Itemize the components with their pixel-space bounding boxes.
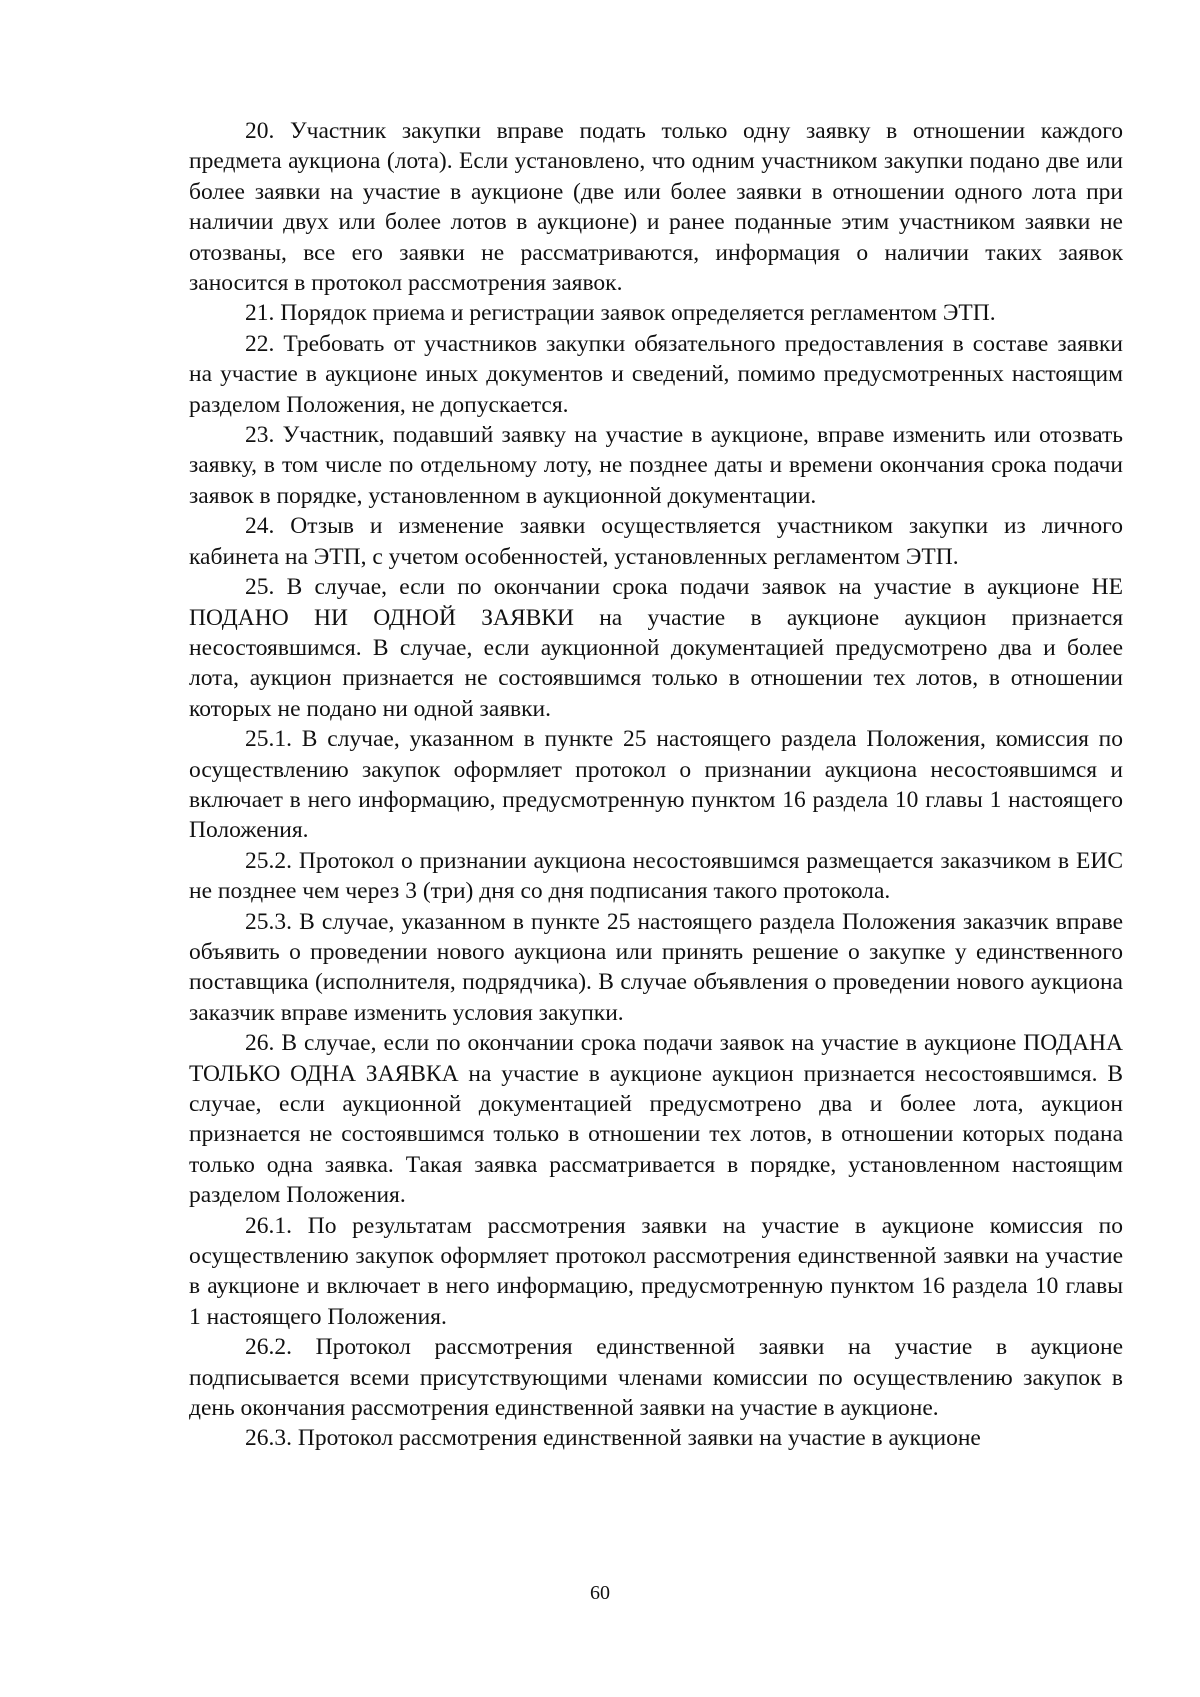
paragraph-25: 25. В случае, если по окончании срока подачи заявок на участие в аукционе НЕ ПОДАНО НИ ОДНОЙ ЗАЯВКИ на участие в аукционе аукцион признается несостоявшимся. В случае, если аукционной документацией предусмотрено два и более лота, аукцион признается не состоявшимся только в отношении тех лотов, в отношении которых не подано ни одной заявки. (189, 574, 1123, 722)
paragraph-26-2: 26.2. Протокол рассмотрения единственной заявки на участие в аукционе подписывается всеми присутствующими членами комиссии по осуществлению закупок в день окончания рассмотрения единственной заявки на участие в аукционе. (189, 1334, 1123, 1422)
paragraph-24: 24. Отзыв и изменение заявки осуществляется участником закупки из личного кабинета на ЭТП, с учетом особенностей, установленных регламентом ЭТП. (189, 513, 1123, 570)
paragraph-21: 21. Порядок приема и регистрации заявок определяется регламентом ЭТП. (245, 300, 996, 327)
paragraph-26-1: 26.1. По результатам рассмотрения заявки на участие в аукционе комиссия по осуществлению закупок оформляет протокол рассмотрения единственной заявки на участие в аукционе и включает в него информацию, предусмотренную пунктом 16 раздела 10 главы 1 настоящего Положения. (189, 1212, 1123, 1330)
paragraph-23: 23. Участник, подавший заявку на участие в аукционе, вправе изменить или отозвать заявку, в том числе по отдельному лоту, не позднее даты и времени окончания срока подачи заявок в порядке, установленном в аукционной документации. (189, 422, 1123, 509)
paragraph-25-3: 25.3. В случае, указанном в пункте 25 настоящего раздела Положения заказчик вправе объявить о проведении нового аукциона или принять решение о закупке у единственного поставщика (исполнителя, подрядчика). В случае объявления о проведении нового аукциона заказчик вправе изменить условия закупки. (189, 908, 1123, 1026)
paragraph-20: 20. Участник закупки вправе подать только одну заявку в отношении каждого предмета аукциона (лота). Если установлено, что одним участником закупки подано две или более заявки на участие в аукционе (две или более заявки в отношении одного лота при наличии двух или более лотов в аукционе) и ранее поданные этим участником заявки не отозваны, все его заявки не рассматриваются, информация о наличии таких заявок заносится в протокол рассмотрения заявок. (189, 118, 1123, 297)
paragraph-26: 26. В случае, если по окончании срока подачи заявок на участие в аукционе ПОДАНА ТОЛЬКО ОДНА ЗАЯВКА на участие в аукционе аукцион признается несостоявшимся. В случае, если аукционной документацией предусмотрено два и более лота, аукцион признается не состоявшимся только в отношении тех лотов, в отношении которых подана только одна заявка. Такая заявка рассматривается в порядке, установленном настоящим разделом Положения. (189, 1030, 1123, 1209)
paragraph-22: 22. Требовать от участников закупки обязательного предоставления в составе заявки на участие в аукционе иных документов и сведений, помимо предусмотренных настоящим разделом Положения, не допускается. (189, 330, 1123, 418)
paragraph-26-3: 26.3. Протокол рассмотрения единственной заявки на участие в аукционе (245, 1425, 981, 1452)
paragraph-25-2: 25.2. Протокол о признании аукциона несостоявшимся размещается заказчиком в ЕИС не позднее чем через 3 (три) дня со дня подписания такого протокола. (189, 847, 1123, 905)
paragraph-25-1: 25.1. В случае, указанном в пункте 25 настоящего раздела Положения, комиссия по осуществлению закупок оформляет протокол о признании аукциона несостоявшимся и включает в него информацию, предусмотренную пунктом 16 раздела 10 главы 1 настоящего Положения. (189, 726, 1123, 844)
document-body (189, 116, 1123, 1454)
page-number: 60 (590, 1582, 610, 1604)
